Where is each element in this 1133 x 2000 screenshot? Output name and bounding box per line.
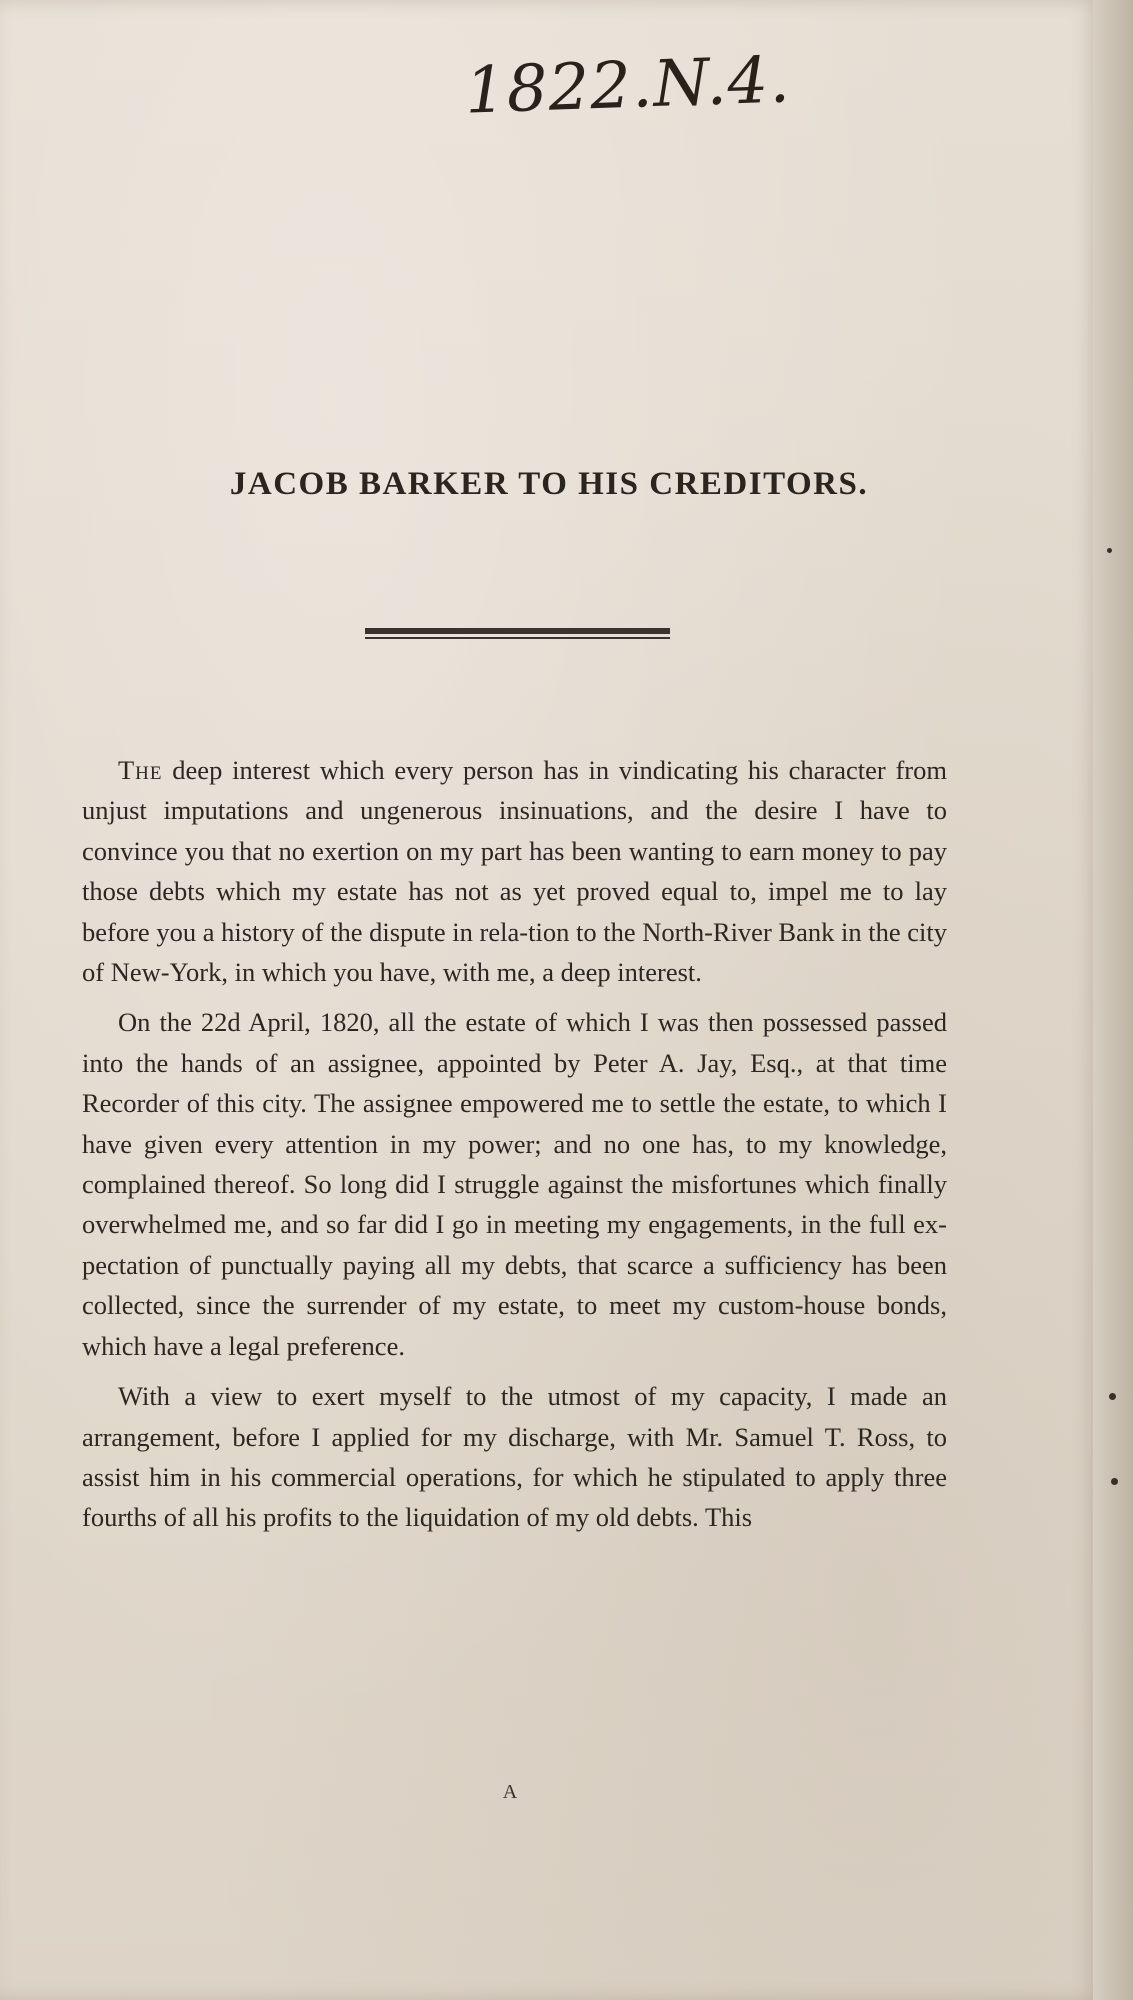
title-divider [365, 628, 670, 639]
edge-spot [1109, 1393, 1116, 1400]
paragraph-1 [82, 750, 947, 992]
handwritten-note: 1822.N.4. [463, 43, 792, 129]
page-title: JACOB BARKER TO HIS CREDITORS. [229, 466, 869, 502]
edge-spot [1111, 1478, 1118, 1485]
divider-thin-line [365, 637, 670, 639]
signature-mark: A [502, 1781, 518, 1803]
paragraph-1-lead: The [118, 755, 163, 785]
body-text [82, 750, 947, 1548]
paragraph-2: On the 22d April, 1820, all the estate of which I was then possessed passed into the hands of an assignee, appointed by Peter A. Jay, Esq., at that time Recorder of this city. The assignee empowered me to settle the estate, to which I have given every attention in my power; and no one has, to my knowledge, complained thereof. So long did I struggle against the misfortunes which finally overwhelmed me, and so far did I go in meeting my engagements, in the full ex-pectation of punctually paying all my debts, that scarce a sufficiency has been collected, since the surrender of my estate, to meet my custom-house bonds, which have a legal preference. [82, 1007, 947, 1361]
paragraph-3: With a view to exert myself to the utmost of my capacity, I made an arrangement, before I applied for my discharge, with Mr. Samuel T. Ross, to assist him in his commercial operations, for which he stipulated to apply three fourths of all his profits to the liquidation of my old debts. This [82, 1381, 947, 1533]
paragraph-1-text: deep interest which every person has in vindicating his character from unjust imputations and ungenerous insinuations, and the desire I have to convince you that no exertion on my part has been wanting to earn money to pay those debts which my estate has not as yet proved equal to, impel me to lay before you a history of the dispute in rela-tion to the North-River Bank in the city of New-York, in which you have, with me, a deep interest. [82, 755, 947, 988]
page-edge [1093, 0, 1133, 2000]
edge-spot [1107, 548, 1112, 553]
divider-thick-line [365, 628, 670, 634]
